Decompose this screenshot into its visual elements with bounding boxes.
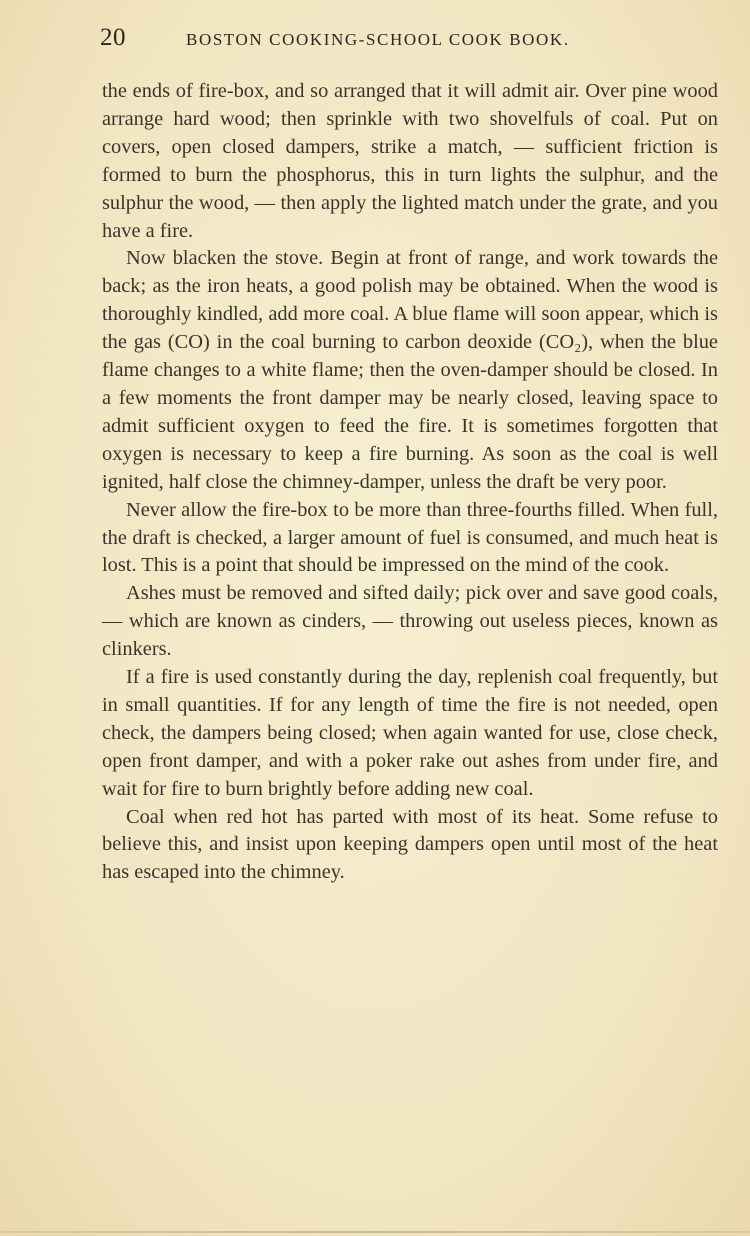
page-header [100, 24, 720, 56]
running-title: BOSTON COOKING-SCHOOL COOK BOOK. [186, 30, 570, 49]
paragraph-ashes: Ashes must be removed and sifted daily; pick over and save good coals, — which are known as cinders, — throwing out useless pieces, known as clinkers. [102, 582, 718, 661]
paragraph-blacken-stove: Now blacken the stove. Begin at front of range, and work towards the back; as the iron heats, a good polish may be obtained. When the wood is thoroughly kindled, add more coal. A blue flame will soon appear, which is the gas (CO) in the coal burning to carbon deoxide (CO₂), when the blue flame changes to a white flame; then the oven-damper should be closed. In a few moments the front damper may be nearly closed, leaving space to admit sufficient oxygen to feed the fire. It is sometimes forgotten that oxygen is necessary to keep a fire burning. As soon as the coal is well ignited, half close the chimney-damper, unless the draft be very poor. [102, 247, 718, 493]
bottom-edge-rule [0, 1231, 750, 1233]
paragraph-replenish-coal: If a fire is used constantly during the day, replenish coal frequently, but in small quantities. If for any length of time the fire is not needed, open check, the dampers being closed; when again wanted for use, close check, open front damper, and with a poker rake out ashes from under fire, and wait for fire to burn brightly before adding new coal. [102, 666, 718, 800]
paragraph-fire-box-filling: Never allow the fire-box to be more than three-fourths filled. When full, the draft is checked, a larger amount of fuel is consumed, and much heat is lost. This is a point that should be impressed on the mind of the cook. [102, 498, 718, 577]
paragraph-fire-laying: the ends of fire-box, and so arranged that it will admit air. Over pine wood arrange hard wood; then sprinkle with two shovelfuls of coal. Put on covers, open closed dampers, strike a match, — sufficient friction is formed to burn the phosphorus, this in turn lights the sulphur, and the sulphur the wood, — then apply the lighted match under the grate, and you have a fire. [102, 80, 718, 242]
page-number: 20 [100, 24, 126, 51]
body-text [102, 78, 718, 887]
paragraph-red-hot-coal: Coal when red hot has parted with most of its heat. Some refuse to believe this, and insist upon keeping dampers open until most of the heat has escaped into the chimney. [102, 805, 718, 884]
